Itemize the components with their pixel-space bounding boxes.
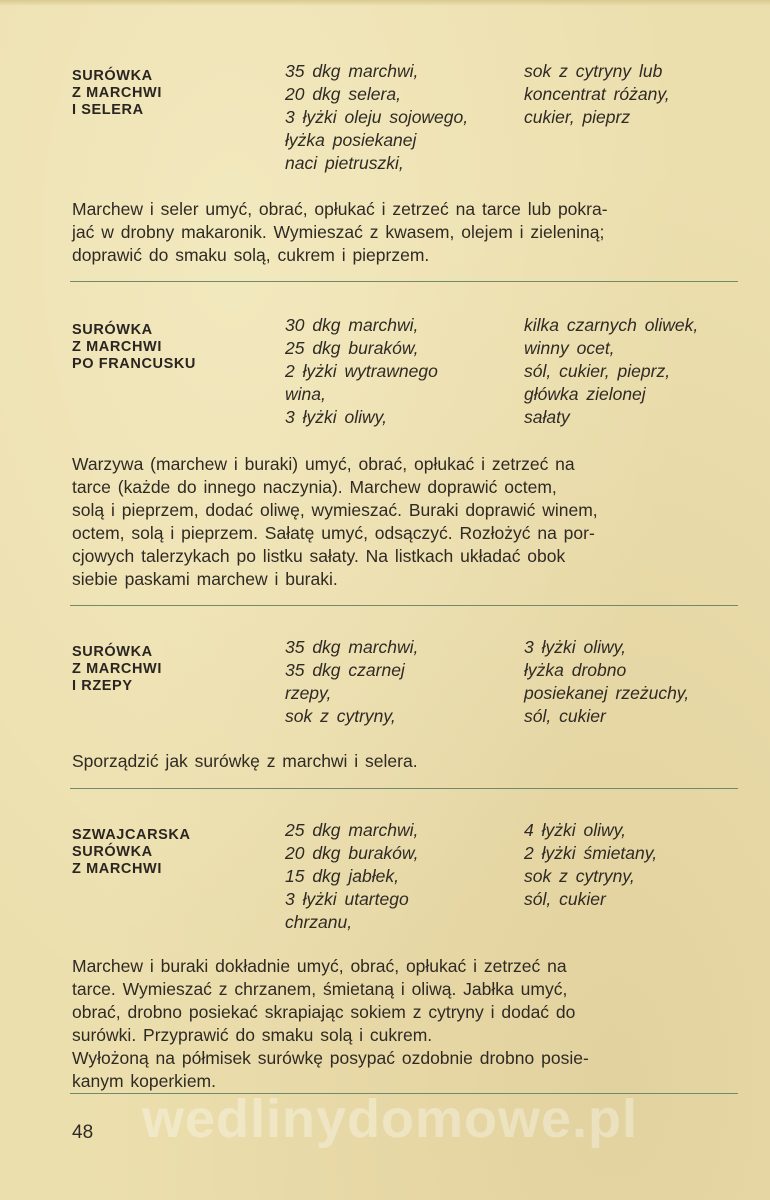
ingredient-line: sok z cytryny lub [524,61,663,81]
ingredient-line: sól, cukier [524,706,606,726]
title-line: SURÓWKA [72,844,153,860]
ingredient-line: wina, [285,384,326,404]
ingredient-line: 3 łyżki oleju sojowego, [285,107,469,127]
ingredients-column-1 [285,636,515,728]
recipe-title [72,68,272,119]
watermark: wedlinydomowe.pl [141,1089,639,1149]
description-line: jać w drobny makaronik. Wymieszać z kwasem, olejem i zieleniną; [72,222,605,242]
description-line: tarce. Wymieszać z chrzanem, śmietaną i oliwą. Jabłka umyć, [72,979,568,999]
description-line: kanym koperkiem. [72,1071,216,1091]
ingredient-line: chrzanu, [285,912,353,932]
ingredient-line: 15 dkg jabłek, [285,866,399,886]
ingredient-line: główka zielonej [524,384,646,404]
ingredient-line: 35 dkg czarnej [285,660,405,680]
page-number: 48 [72,1122,94,1143]
ingredient-line: sałaty [524,407,570,427]
ingredients-column-2 [524,314,754,429]
ingredient-line: 20 dkg selera, [285,84,401,104]
title-line: SURÓWKA [72,322,153,338]
ingredient-line: sól, cukier [524,889,606,909]
title-line: SURÓWKA [72,644,153,660]
description-line: doprawić do smaku solą, cukrem i pieprzem. [72,245,430,265]
ingredient-line: posiekanej rzeżuchy, [524,683,690,703]
ingredient-line: 2 łyżki śmietany, [524,843,658,863]
ingredient-line: 4 łyżki oliwy, [524,820,626,840]
recipe-title [72,827,272,878]
recipe-title [72,644,272,695]
ingredients-column-1 [285,819,515,934]
ingredient-line: 35 dkg marchwi, [285,61,419,81]
title-line: Z MARCHWI [72,85,162,101]
ingredient-line: cukier, pieprz [524,107,631,127]
ingredient-line: winny ocet, [524,338,615,358]
section-divider [70,788,738,789]
ingredient-line: 25 dkg buraków, [285,338,419,358]
ingredient-line: 20 dkg buraków, [285,843,419,863]
ingredient-line: 3 łyżki oliwy, [524,637,626,657]
description-line: siebie paskami marchew i buraki. [72,569,338,589]
description-line: Sporządzić jak surówkę z marchwi i selera. [72,751,418,771]
title-line: SURÓWKA [72,68,153,84]
ingredient-line: 3 łyżki utartego [285,889,409,909]
description-line: surówki. Przyprawić do smaku solą i cukrem. [72,1025,433,1045]
description-line: Warzywa (marchew i buraki) umyć, obrać, opłukać i zetrzeć na [72,454,575,474]
ingredient-line: łyżka drobno [524,660,627,680]
recipe-title [72,322,272,373]
ingredient-line: rzepy, [285,683,332,703]
ingredient-line: 25 dkg marchwi, [285,820,419,840]
ingredients-column-2 [524,60,754,129]
page-top-edge [0,0,770,6]
description-line: solą i pieprzem, dodać oliwę, wymieszać. Buraki doprawić winem, [72,500,598,520]
description-line: octem, solą i pieprzem. Sałatę umyć, odsączyć. Rozłożyć na por- [72,523,595,543]
ingredient-line: 2 łyżki wytrawnego [285,361,438,381]
title-line: Z MARCHWI [72,661,162,677]
description-line: Wyłożoną na półmisek surówkę posypać ozdobnie drobno posie- [72,1048,589,1068]
section-divider [70,605,738,606]
ingredients-column-1 [285,60,515,175]
title-line: I SELERA [72,102,144,118]
recipe-description [72,750,740,773]
recipe-description [72,955,740,1093]
description-line: Marchew i buraki dokładnie umyć, obrać, opłukać i zetrzeć na [72,956,567,976]
ingredient-line: naci pietruszki, [285,153,404,173]
title-line: I RZEPY [72,678,133,694]
title-line: Z MARCHWI [72,339,162,355]
title-line: PO FRANCUSKU [72,356,197,372]
ingredient-line: 35 dkg marchwi, [285,637,419,657]
description-line: cjowych talerzykach po listku sałaty. Na listkach układać obok [72,546,566,566]
ingredients-column-1 [285,314,515,429]
description-line: obrać, drobno posiekać skrapiając sokiem z cytryny i dodać do [72,1002,576,1022]
ingredients-column-2 [524,819,754,911]
ingredient-line: 30 dkg marchwi, [285,315,419,335]
recipe-description [72,198,740,267]
ingredient-line: sól, cukier, pieprz, [524,361,671,381]
description-line: Marchew i seler umyć, obrać, opłukać i zetrzeć na tarce lub pokra- [72,199,608,219]
title-line: Z MARCHWI [72,861,162,877]
ingredient-line: łyżka posiekanej [285,130,417,150]
ingredient-line: sok z cytryny, [285,706,396,726]
ingredient-line: 3 łyżki oliwy, [285,407,387,427]
recipe-description [72,453,740,591]
title-line: SZWAJCARSKA [72,827,191,843]
section-divider [70,281,738,282]
ingredient-line: koncentrat różany, [524,84,670,104]
ingredient-line: kilka czarnych oliwek, [524,315,699,335]
ingredients-column-2 [524,636,754,728]
ingredient-line: sok z cytryny, [524,866,635,886]
description-line: tarce (każde do innego naczynia). Marchew doprawić octem, [72,477,557,497]
